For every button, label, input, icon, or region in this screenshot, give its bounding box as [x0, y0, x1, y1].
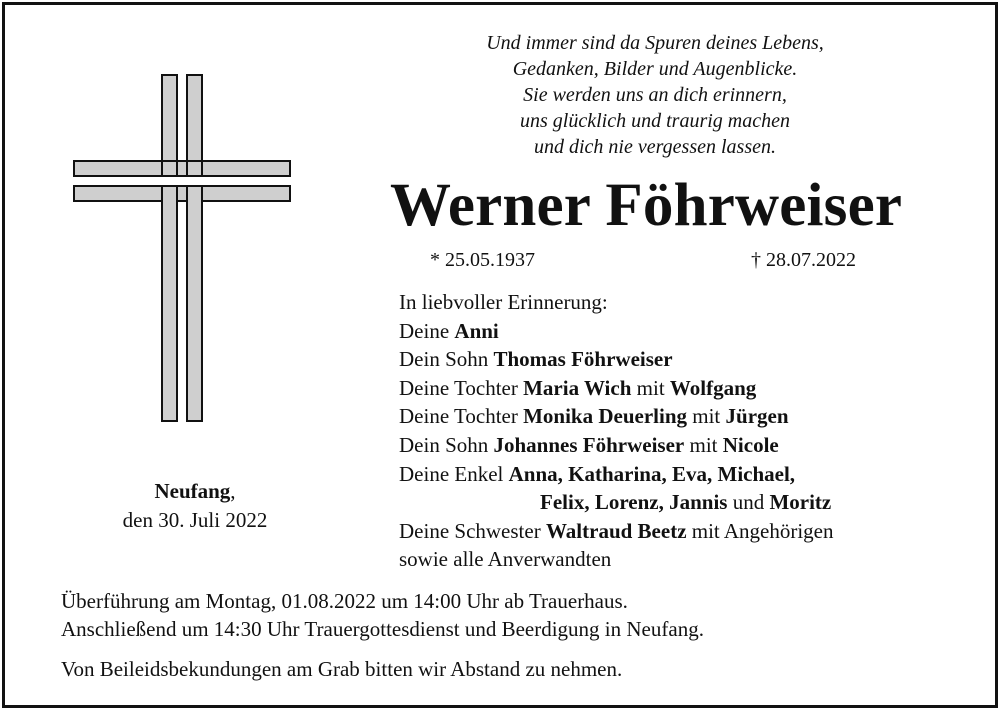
obituary-frame	[2, 2, 998, 708]
service-info: Anschließend um 14:30 Uhr Trauergottesdienst und Beerdigung in Neufang.	[61, 617, 704, 641]
mourner-name: Moritz	[769, 490, 832, 515]
death-date: † 28.07.2022	[751, 249, 856, 271]
mourners-list	[399, 288, 834, 574]
mourner-name: Jürgen	[725, 404, 789, 429]
place-and-date	[45, 477, 345, 535]
mourner-name: Thomas Föhrweiser	[493, 347, 673, 372]
transfer-info: Überführung am Montag, 01.08.2022 um 14:00 Uhr ab Trauerhaus.	[61, 589, 628, 613]
list-item: Deine Anni	[399, 318, 499, 343]
list-item: Deine Enkel Anna, Katharina, Eva, Michael,	[399, 461, 796, 486]
poem-line: Sie werden uns an dich erinnern,	[523, 84, 787, 106]
poem-line: und dich nie vergessen lassen.	[534, 136, 776, 158]
condolence-note: Von Beileidsbekundungen am Grab bitten wir Abstand zu nehmen.	[61, 657, 623, 681]
mourner-name: Monika Deuerling	[523, 404, 688, 429]
mourners-intro: In liebvoller Erinnerung:	[399, 290, 608, 314]
mourner-name: Nicole	[722, 432, 779, 457]
mourner-name: Felix, Lorenz, Jannis	[540, 490, 728, 515]
mourner-name: Anna, Katharina, Eva, Michael,	[508, 461, 796, 486]
list-item: Dein Sohn Thomas Föhrweiser	[399, 347, 673, 372]
funeral-details	[61, 587, 704, 683]
town: Neufang	[154, 479, 231, 503]
mourner-name: Anni	[454, 318, 499, 343]
poem-line: Und immer sind da Spuren deines Lebens,	[486, 32, 824, 54]
deceased-name: Werner Föhrweiser	[390, 172, 903, 239]
notice-date: den 30. Juli 2022	[122, 508, 268, 532]
memorial-poem	[375, 30, 935, 160]
mourner-name: Maria Wich	[523, 375, 632, 400]
poem-line: uns glücklich und traurig machen	[520, 110, 790, 132]
mourner-name: Wolfgang	[669, 375, 757, 400]
mourner-name: Waltraud Beetz	[545, 518, 687, 543]
list-item: sowie alle Anverwandten	[399, 547, 612, 572]
list-item: Deine Schwester Waltraud Beetz mit Angehörigen	[399, 518, 834, 543]
list-item: Felix, Lorenz, Jannis und Moritz	[540, 490, 832, 515]
list-item: Deine Tochter Monika Deuerling mit Jürgen	[399, 404, 789, 429]
birth-date: * 25.05.1937	[430, 249, 535, 271]
list-item: Dein Sohn Johannes Föhrweiser mit Nicole	[399, 432, 779, 457]
poem-line: Gedanken, Bilder und Augenblicke.	[512, 58, 798, 80]
list-item: Deine Tochter Maria Wich mit Wolfgang	[399, 375, 757, 400]
cross-icon	[69, 70, 295, 426]
mourner-name: Johannes Föhrweiser	[493, 432, 685, 457]
town-line: Neufang,	[154, 479, 236, 503]
